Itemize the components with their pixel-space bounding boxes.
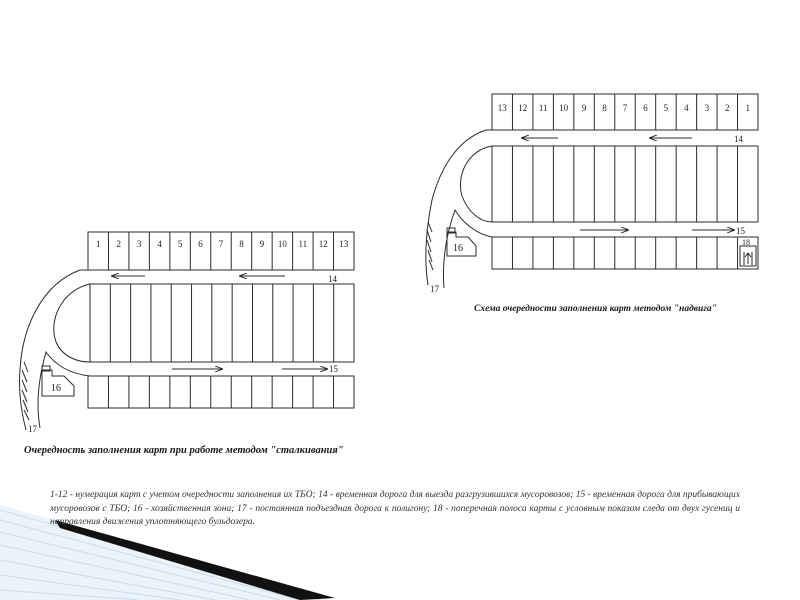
cell-number-label: 10 (559, 103, 569, 113)
right-diagram (426, 94, 758, 288)
left-road-14-label: 14 (328, 274, 337, 284)
right-middle-block (492, 146, 758, 222)
right-inner-curve-top (460, 146, 492, 222)
left-outer-curve (19, 270, 80, 430)
cell-number-label: 5 (663, 103, 669, 113)
cell-number-label: 6 (198, 239, 203, 249)
cell-number-label: 12 (318, 239, 328, 249)
left-road-15-label: 15 (329, 364, 338, 374)
left-diagram-caption: Очередность заполнения карт при работе методом "сталкивания" (24, 445, 344, 456)
cell-number-label: 3 (136, 239, 142, 249)
cell-number-label: 13 (339, 239, 349, 249)
left-inner-curve-top (54, 284, 90, 362)
right-strip-18-label: 18 (742, 238, 750, 247)
cell-number-label: 4 (684, 103, 689, 113)
left-middle-block (90, 284, 354, 362)
cell-number-label: 7 (218, 239, 224, 249)
right-road-14-label: 14 (734, 134, 743, 144)
left-cells-row (88, 232, 354, 270)
cell-number-label: 1 (745, 103, 751, 113)
cell-number-label: 3 (704, 103, 710, 113)
right-bottom-block (492, 237, 758, 269)
right-zone-16-label: 16 (453, 243, 463, 254)
cell-number-label: 9 (581, 103, 587, 113)
right-road-15-label: 15 (736, 226, 745, 236)
cell-number-label: 4 (157, 239, 162, 249)
cell-number-label: 7 (622, 103, 628, 113)
cell-number-label: 6 (643, 103, 648, 113)
cell-number-label: 13 (497, 103, 507, 113)
right-inner-curve-bottom (443, 210, 492, 288)
cell-number-label: 2 (725, 103, 730, 113)
right-diagram-caption: Схема очередности заполнения карт методом "надвига" (474, 304, 717, 314)
legend-text: 1-12 - нумерация карт с учетом очередности заполнения их ТБО; 14 - временная дорога для выезда разгрузившихся мусоровозов; 15 - временная дорога для прибывающих мусоровозов с ТБО; 16 - хозяйственная зона; 17 - постоянная подъездная дорога к полигону; 18 - поперечная полоса карты с условным показом следа от двух гусениц и направления движения уплотняющего бульдозера. (50, 490, 740, 527)
cell-number-label: 5 (177, 239, 183, 249)
cell-number-label: 10 (277, 239, 287, 249)
cell-number-label: 1 (95, 239, 101, 249)
cell-number-label: 8 (239, 239, 244, 249)
left-access-17-label: 17 (28, 424, 37, 434)
right-strip-18-arrow (745, 253, 751, 264)
left-access-road-hatch (22, 362, 29, 420)
cell-number-label: 2 (116, 239, 121, 249)
cell-number-label: 11 (538, 103, 548, 113)
left-zone-16-label: 16 (51, 383, 61, 394)
cell-number-label: 8 (602, 103, 607, 113)
cell-number-label: 12 (518, 103, 528, 113)
right-access-17-label: 17 (430, 284, 439, 294)
right-outer-curve (426, 130, 486, 285)
cell-number-label: 11 (298, 239, 308, 249)
left-inner-curve-bottom (38, 352, 90, 428)
left-diagram (19, 232, 354, 430)
left-bottom-block (88, 376, 354, 408)
cell-number-label: 9 (259, 239, 265, 249)
